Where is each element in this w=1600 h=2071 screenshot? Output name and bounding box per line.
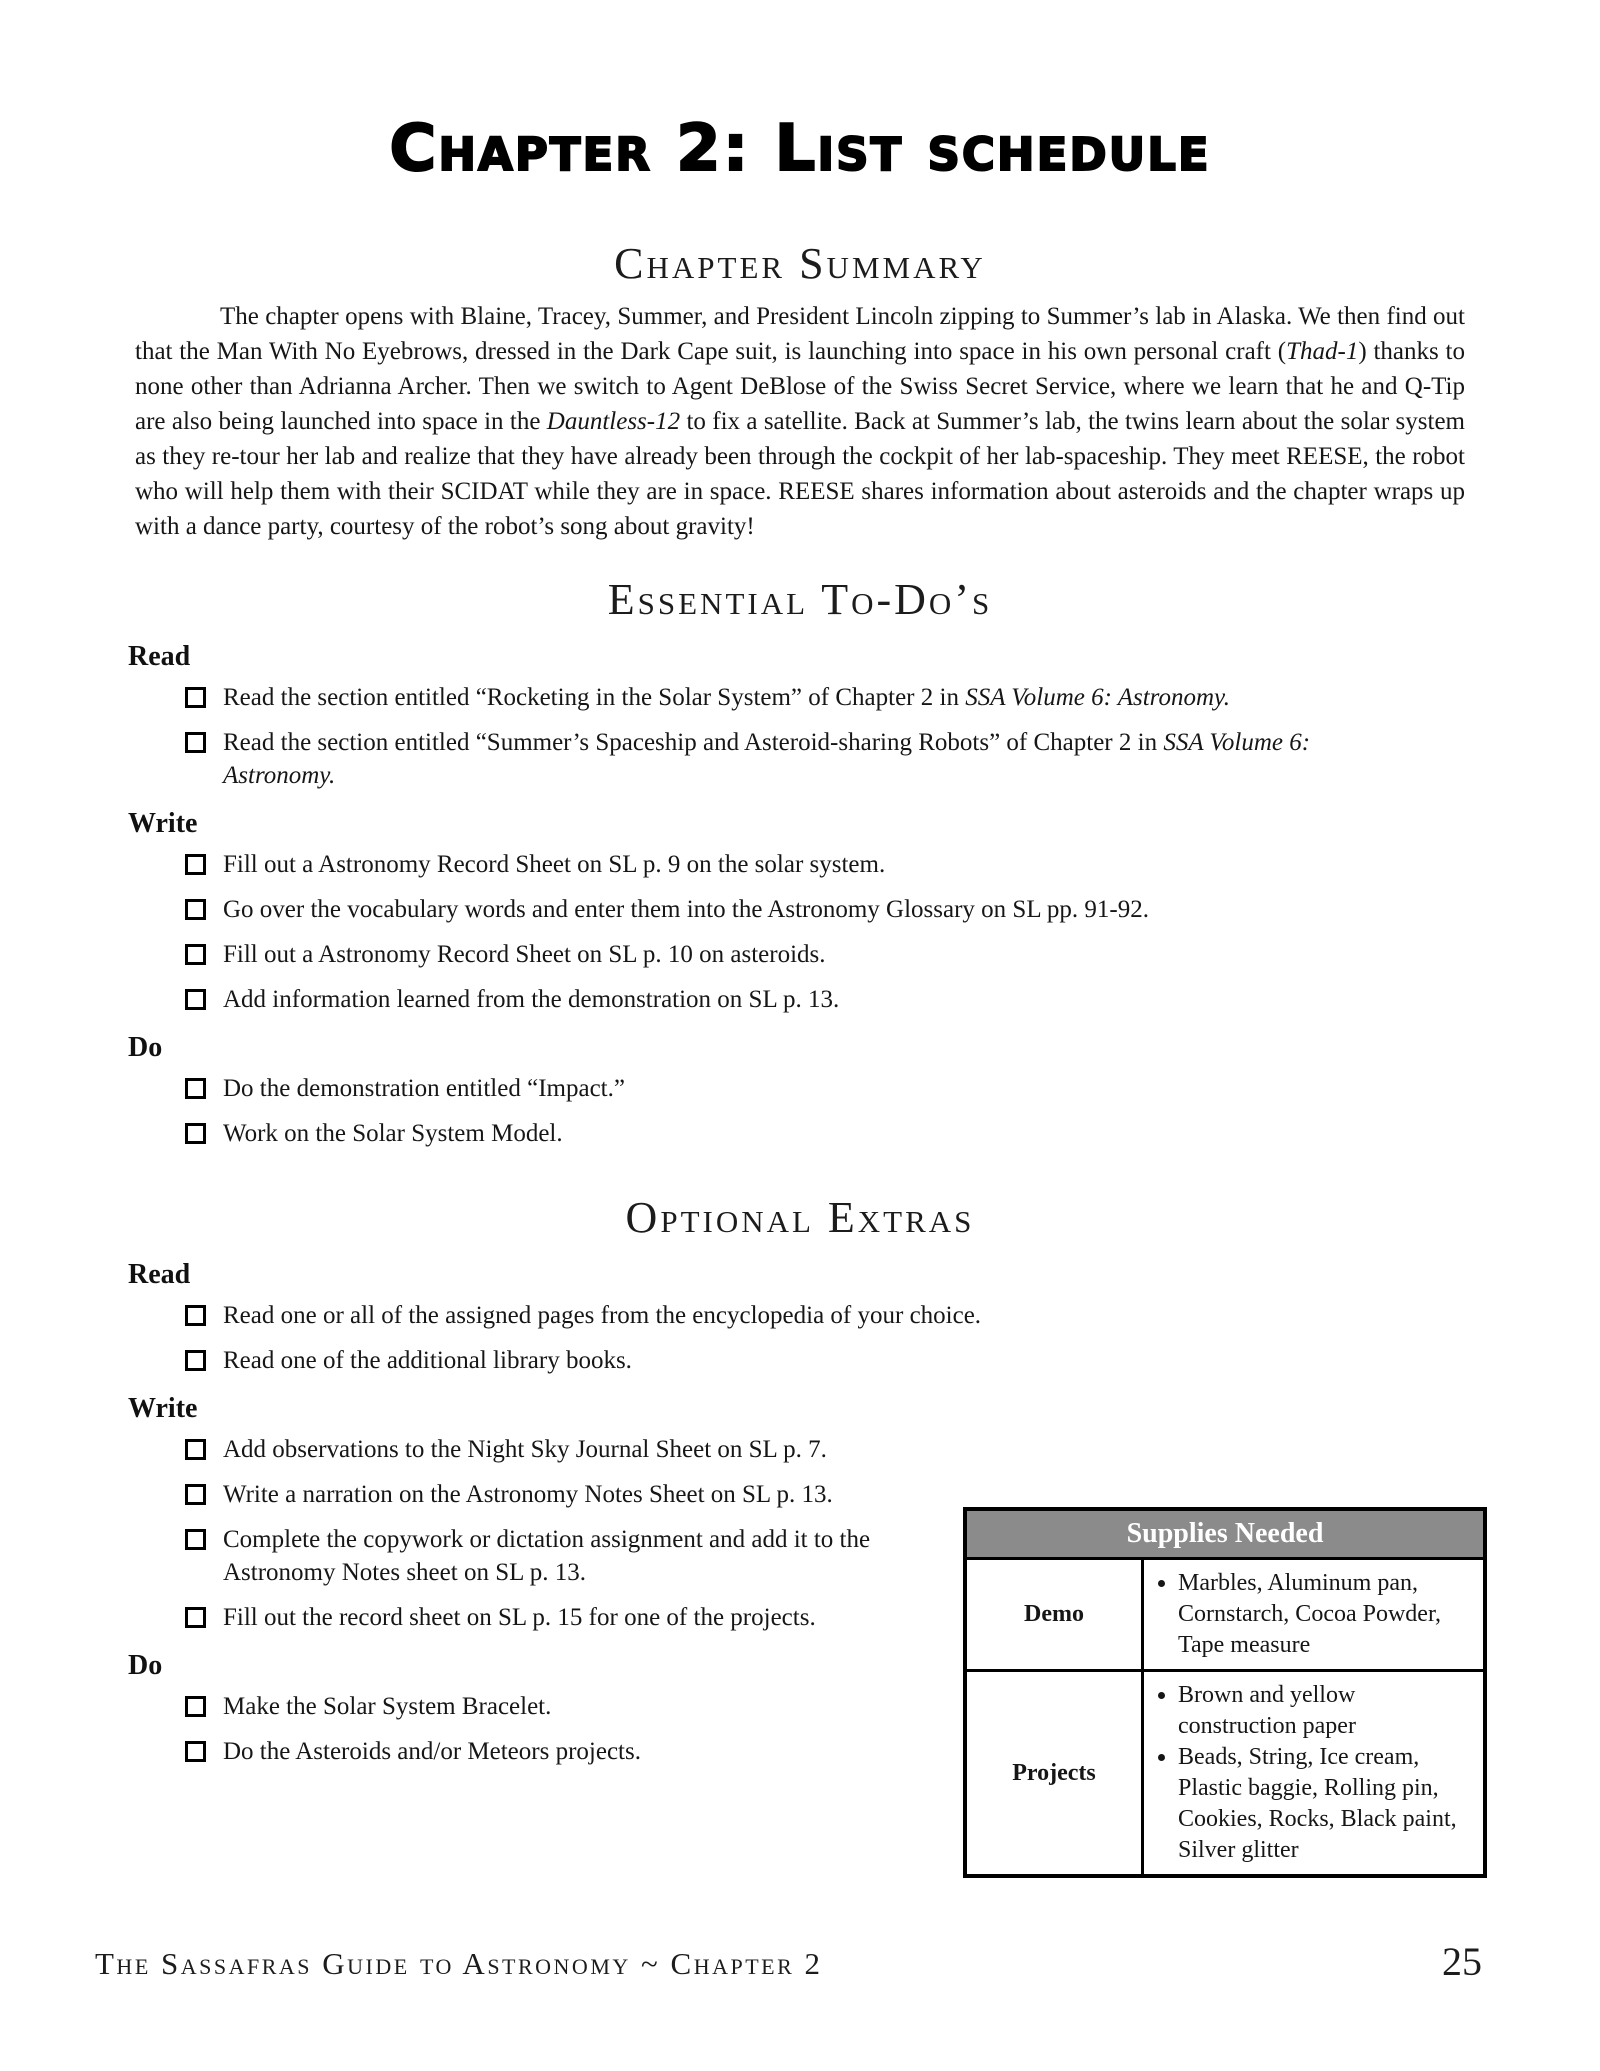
supplies-table-header: Supplies Needed: [965, 1509, 1485, 1559]
checkbox-icon: [185, 1607, 206, 1628]
section-heading-chapter-summary: Chapter Summary: [614, 239, 986, 288]
checkbox-icon: [185, 1350, 206, 1371]
checklist-item-text: Add observations to the Night Sky Journal Sheet on SL p. 7.: [223, 1436, 827, 1463]
book-title: SSA Volume 6: Astronomy.: [965, 684, 1230, 711]
checklist-item-text: Fill out the record sheet on SL p. 15 for one of the projects.: [223, 1604, 816, 1631]
checklist-item-text: [223, 726, 1360, 792]
checklist-item: [185, 938, 1360, 971]
checklist-item: [185, 893, 1360, 926]
checklist-item-text: Read one of the additional library books.: [223, 1347, 632, 1374]
summary-part1: The chapter opens with Blaine, Tracey, Summer, and President Lincoln zipping to Summer’s lab in Alaska. We then find out that the Man With No Eyebrows, dressed in the Dark Cape suit, is launching into space in his own personal craft (: [135, 303, 1465, 365]
item-text: Read the section entitled “Summer’s Spaceship and Asteroid-sharing Robots” of Chapter 2 in: [223, 729, 1164, 756]
checklist-item: [185, 1117, 1360, 1150]
craft-name-dauntless: Dauntless-12: [546, 408, 681, 435]
subhead-essential-write: Write: [128, 808, 198, 839]
checklist-item-text: [223, 681, 1230, 714]
checklist-item: [185, 1433, 1360, 1466]
supply-bullet: • Brown and yellow construction paper: [1178, 1680, 1477, 1742]
checklist-item-text: Do the Asteroids and/or Meteors projects.: [223, 1738, 641, 1765]
supplies-row-label-demo: Demo: [965, 1559, 1143, 1671]
supplies-needed-table: [963, 1507, 1487, 1878]
supplies-row-value-demo: [1143, 1559, 1486, 1671]
summary-part2: ) thanks to none other than Adrianna Archer. Then we switch to Agent DeBlose of the Swiss Secret Service, where we learn that he and Q-Tip are also being launched into space in the: [135, 338, 1465, 435]
supplies-row-value-projects: [1143, 1671, 1486, 1877]
essential-write-list: [0, 848, 1360, 1016]
checklist-item-text: Go over the vocabulary words and enter them into the Astronomy Glossary on SL pp. 91-92.: [223, 896, 1149, 923]
checkbox-icon: [185, 899, 206, 920]
checklist-item-text: Make the Solar System Bracelet.: [223, 1693, 552, 1720]
supply-bullet: • Beads, String, Ice cream, Plastic baggie, Rolling pin, Cookies, Rocks, Black paint, Silver glitter: [1178, 1742, 1477, 1866]
page-title: Chapter 2: List schedule: [389, 112, 1211, 186]
checkbox-icon: [185, 854, 206, 875]
section-heading-optional-extras: Optional Extras: [625, 1193, 975, 1242]
checkbox-icon: [185, 1123, 206, 1144]
checkbox-icon: [185, 1484, 206, 1505]
checklist-item: [185, 681, 1360, 714]
checklist-item-text: Do the demonstration entitled “Impact.”: [223, 1075, 625, 1102]
craft-name-thad: Thad-1: [1286, 338, 1359, 365]
checkbox-icon: [185, 1305, 206, 1326]
subhead-essential-do: Do: [128, 1032, 163, 1063]
summary-part3: to fix a satellite. Back at Summer’s lab, the twins learn about the solar system as they re-tour her lab and realize that they have already been through the cockpit of her lab-spaceship. They meet REESE, the robot who will help them with their SCIDAT while they are in space. REESE shares information about asteroids and the chapter wraps up with a dance party, courtesy of the robot’s song about gravity!: [135, 408, 1466, 540]
subhead-essential-read: Read: [128, 641, 191, 672]
supplies-row-label-projects: Projects: [965, 1671, 1143, 1877]
checklist-item: [185, 1299, 1360, 1332]
checklist-item: [185, 848, 1360, 881]
checkbox-icon: [185, 1529, 206, 1550]
checkbox-icon: [185, 1696, 206, 1717]
optional-read-list: [0, 1299, 1360, 1377]
checklist-item: [185, 1344, 1360, 1377]
subhead-optional-write: Write: [128, 1393, 198, 1424]
checklist-item-text: Fill out a Astronomy Record Sheet on SL p. 9 on the solar system.: [223, 851, 886, 878]
table-row: [965, 1671, 1485, 1877]
section-heading-essential-todos: Essential To-Do’s: [607, 575, 993, 624]
checklist-item-text: Add information learned from the demonstration on SL p. 13.: [223, 986, 840, 1013]
checklist-item: [185, 1072, 1360, 1105]
checkbox-icon: [185, 732, 206, 753]
checklist-item-text: Complete the copywork or dictation assignment and add it to the Astronomy Notes sheet on SL p. 13.: [223, 1526, 871, 1586]
checkbox-icon: [185, 1078, 206, 1099]
checkbox-icon: [185, 944, 206, 965]
checklist-item: [185, 983, 1360, 1016]
item-text: Read the section entitled “Rocketing in the Solar System” of Chapter 2 in: [223, 684, 966, 711]
checklist-item: [185, 726, 1360, 792]
summary-paragraph: [135, 299, 1465, 544]
checkbox-icon: [185, 989, 206, 1010]
footer-text: The Sassafras Guide to Astronomy ~ Chapter 2: [95, 1946, 823, 1981]
subhead-optional-do: Do: [128, 1650, 163, 1681]
checklist-item-text: Work on the Solar System Model.: [223, 1120, 563, 1147]
book-title: SSA Volume 6: Astronomy.: [223, 729, 1311, 789]
essential-do-list: [0, 1072, 1360, 1150]
essential-read-list: [0, 681, 1360, 792]
table-row: [965, 1559, 1485, 1671]
checkbox-icon: [185, 1439, 206, 1460]
page-number: 25: [1442, 1939, 1482, 1984]
supply-bullet: • Marbles, Aluminum pan, Cornstarch, Cocoa Powder, Tape measure: [1178, 1568, 1477, 1661]
subhead-optional-read: Read: [128, 1259, 191, 1290]
checklist-item-text: Write a narration on the Astronomy Notes Sheet on SL p. 13.: [223, 1481, 833, 1508]
checklist-item-text: Read one or all of the assigned pages from the encyclopedia of your choice.: [223, 1302, 982, 1329]
checkbox-icon: [185, 687, 206, 708]
checklist-item-text: Fill out a Astronomy Record Sheet on SL p. 10 on asteroids.: [223, 941, 826, 968]
checkbox-icon: [185, 1741, 206, 1762]
